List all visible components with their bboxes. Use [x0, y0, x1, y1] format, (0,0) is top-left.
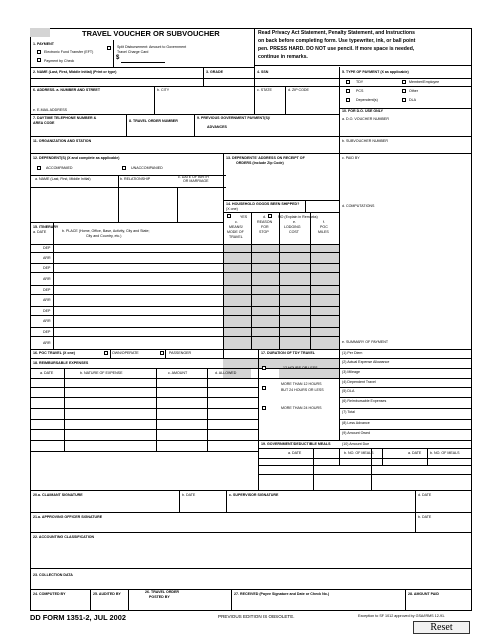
- split-disbursement-label-1: Split Disbursement: Amount to Government: [117, 45, 187, 49]
- itinerary-row-type: DEP: [43, 287, 51, 292]
- accounting-label: 22. ACCOUNTING CLASSIFICATION: [33, 535, 95, 539]
- reason-label-1: d.: [263, 215, 266, 219]
- means-label-1: c.: [235, 220, 238, 224]
- ssn-label: 4. SSN: [257, 70, 269, 74]
- tdy-12-to-24-label-1: MORE THAN 12 HOURS: [281, 382, 322, 386]
- split-disbursement-label-2: Travel Charge Card: [117, 50, 149, 54]
- summary-item: (4) Dependent Travel: [342, 380, 376, 384]
- paid-by-label: c. PAID BY: [342, 156, 360, 160]
- itinerary-place-label-2: City and Country, etc.): [86, 234, 122, 238]
- summary-item: (5) DLA: [342, 389, 355, 393]
- summary-item: (3) Mileage: [342, 370, 360, 374]
- instructions-line-2: on back before completing form. Use typewriter, ink, or ball point: [258, 38, 416, 44]
- passenger-checkbox[interactable]: [160, 351, 164, 355]
- summary-item: (7) Total: [342, 410, 355, 414]
- type-of-payment-label: 5. TYPE OF PAYMENT (X as applicable): [342, 70, 409, 74]
- dla-checkbox[interactable]: [402, 98, 406, 102]
- shaded-area: [30, 28, 50, 37]
- meals-num-label-2: b. NO. OF MEALS: [430, 451, 460, 455]
- claimant-signature-label: 20.a. CLAIMANT SIGNATURE: [33, 493, 83, 497]
- claimant-date-label: b. DATE: [182, 493, 196, 497]
- unaccompanied-label: UNACCOMPANIED: [131, 166, 163, 170]
- tdy-12-or-less-label: 12 HOURS OR LESS: [283, 366, 318, 370]
- instructions-line-3: pen. PRESS HARD. DO NOT use pencil. If more space is needed,: [258, 46, 415, 52]
- reimbursable-label: 18. REIMBURSABLE EXPENSES: [33, 361, 89, 365]
- summary-item: (9) Amount Owed: [342, 431, 370, 435]
- own-operate-label: OWN/OPERATE: [112, 351, 139, 355]
- itinerary-row-type: ARR: [43, 319, 51, 323]
- itinerary-row-type: ARR: [43, 340, 51, 345]
- itinerary-row-type: ARR: [43, 298, 51, 302]
- computations-label: d. COMPUTATIONS: [342, 204, 375, 208]
- itinerary-date-label: a. DATE: [33, 230, 47, 234]
- zip-label: d. ZIP CODE: [288, 88, 309, 92]
- travel-order-label: 8. TRAVEL ORDER NUMBER: [129, 119, 178, 123]
- dependents-label: Dependent(s): [356, 98, 378, 102]
- summary-title: e. SUMMARY OF PAYMENT: [342, 340, 389, 344]
- poc-travel-label: 16. POC TRAVEL (X one): [33, 351, 75, 355]
- member-checkbox[interactable]: [402, 80, 406, 84]
- phone-label-2: AREA CODE: [33, 121, 55, 125]
- household-goods-sub: (X one): [226, 207, 238, 211]
- itinerary-label: 15. ITINERARY: [33, 225, 59, 229]
- hhg-no-checkbox[interactable]: [268, 214, 272, 218]
- grade-label: 3. GRADE: [206, 70, 223, 74]
- shaded-area: [223, 358, 339, 368]
- itinerary-row-type: DEP: [43, 246, 51, 250]
- city-label: b. CITY: [157, 88, 170, 92]
- other-label: Other: [409, 89, 418, 93]
- poc-miles-label-2: POC: [320, 225, 328, 229]
- dependents-address-label-2: ORDERS (Include Zip Code): [236, 161, 284, 165]
- accompanied-checkbox[interactable]: [37, 166, 41, 170]
- hhg-no-label: NO (Explain in Remarks): [278, 215, 318, 219]
- summary-item: (2) Actual Expense Allowance: [342, 360, 390, 364]
- shaded-area: [223, 244, 339, 350]
- meals-date-label-1: a. DATE: [288, 451, 302, 455]
- means-label-4: TRAVEL: [229, 235, 243, 239]
- computed-by-label: 24. COMPUTED BY: [33, 592, 66, 596]
- itinerary-row-type: DEP: [43, 308, 51, 313]
- dependents-checkbox[interactable]: [346, 98, 350, 102]
- order-posted-label-2: POSTED BY: [149, 595, 170, 599]
- meals-label: 19. GOVERNMENT/DEDUCTIBLE MEALS: [261, 442, 331, 446]
- household-goods-label: 14. HOUSEHOLD GOODS BEEN SHIPPED?: [226, 202, 300, 206]
- dob-label-1: c. DATE OF BIRTH: [178, 175, 209, 179]
- relationship-label: b. RELATIONSHIP: [120, 177, 151, 181]
- supervisor-date-label: d. DATE: [418, 493, 432, 497]
- form-title: TRAVEL VOUCHER OR SUBVOUCHER: [82, 29, 220, 38]
- dependents-section-label: 12. DEPENDENT(S) (X and complete as applicable): [33, 156, 120, 160]
- reason-label-2: REASON: [257, 220, 273, 224]
- poc-miles-label-3: MILES: [318, 230, 329, 234]
- tdy-12-to-24-label-2: BUT 24 HOURS OR LESS: [281, 388, 324, 392]
- audited-by-label: 25. AUDITED BY: [93, 592, 121, 596]
- itinerary-row-type: DEP: [43, 329, 51, 334]
- subvoucher-label: b. SUBVOUCHER NUMBER: [342, 139, 388, 143]
- member-label: Member/Employee: [409, 80, 440, 84]
- currency-symbol: $: [116, 55, 120, 61]
- poc-miles-label-1: f.: [323, 220, 325, 224]
- summary-item: (1) Per Diem: [342, 351, 363, 355]
- unaccompanied-checkbox[interactable]: [122, 166, 126, 170]
- tdy-over-24-checkbox[interactable]: [262, 406, 266, 410]
- own-operate-checkbox[interactable]: [104, 351, 108, 355]
- email-label: e. E-MAIL ADDRESS: [33, 108, 68, 112]
- tdy-over-24-label: MORE THAN 24 HOURS: [281, 406, 322, 410]
- reimb-allowed-label: d. ALLOWED: [215, 371, 237, 375]
- supervisor-signature-label: c. SUPERVISOR SIGNATURE: [229, 493, 279, 497]
- tdy-12-to-24-checkbox[interactable]: [262, 386, 266, 390]
- instructions-line-1: Read Privacy Act Statement, Penalty Statement, and Instructions: [258, 30, 415, 36]
- dla-label: DLA: [409, 98, 416, 102]
- hhg-yes-label: YES: [240, 215, 248, 219]
- eft-checkbox[interactable]: [37, 50, 41, 54]
- reimb-amount-label: c. AMOUNT: [168, 371, 188, 375]
- check-payment-checkbox[interactable]: [37, 58, 41, 62]
- meals-date-label-2: a. DATE: [408, 451, 422, 455]
- check-payment-label: Payment by Check: [44, 59, 75, 63]
- itinerary-row-type: DEP: [43, 265, 51, 270]
- amount-paid-label: 28. AMOUNT PAID: [408, 592, 439, 596]
- meals-num-label-1: b. NO. OF MEALS: [344, 451, 374, 455]
- address-label: 6. ADDRESS. a. NUMBER AND STREET: [33, 88, 101, 92]
- lodging-label-2: LODGING: [284, 225, 301, 229]
- pcs-checkbox[interactable]: [346, 89, 350, 93]
- received-label: 27. RECEIVED (Payee Signature and Date or Check No.): [234, 592, 330, 596]
- summary-item: (10) Amount Due: [342, 442, 370, 446]
- means-label-3: MODE OF: [227, 230, 244, 234]
- reimb-date-label: a. DATE: [40, 371, 54, 375]
- org-station-label: 11. ORGANIZATION AND STATION: [33, 139, 92, 143]
- means-label-2: MEANS/: [229, 225, 243, 229]
- prev-payments-label-2: ADVANCES: [207, 125, 227, 129]
- summary-item: (8) Less Advance: [342, 421, 370, 425]
- do-voucher-label: a. D.O. VOUCHER NUMBER: [342, 117, 389, 121]
- accompanied-label: ACCOMPANIED: [46, 166, 73, 170]
- eft-label: Electronic Fund Transfer (EFT): [44, 50, 94, 54]
- instructions-line-4: continue in remarks.: [258, 54, 308, 60]
- dependent-name-label: a. NAME (Last, First, Middle Initial): [35, 177, 91, 181]
- approving-officer-label: 21.a. APPROVING OFFICER SIGNATURE: [33, 515, 103, 519]
- reimb-nature-label: b. NATURE OF EXPENSE: [80, 371, 123, 375]
- dependents-address-label-1: 13. DEPENDENTS' ADDRESS ON RECEIPT OF: [226, 156, 305, 160]
- summary-item: (6) Reimbursable Expenses: [342, 399, 387, 403]
- tdy-12-or-less-checkbox[interactable]: [262, 366, 266, 370]
- name-label: 2. NAME (Last, First, Middle Initial) (Print or type): [33, 70, 117, 74]
- tdy-checkbox[interactable]: [346, 80, 350, 84]
- prev-payments-label-1: 9. PREVIOUS GOVERNMENT PAYMENT(S)/: [197, 116, 271, 120]
- lodging-label-1: e.: [293, 220, 296, 224]
- state-label: c. STATE: [257, 88, 272, 92]
- approving-date-label: b. DATE: [418, 515, 432, 519]
- order-posted-label-1: 26. TRAVEL ORDER: [145, 590, 180, 594]
- hhg-yes-checkbox[interactable]: [227, 214, 231, 218]
- itinerary-row-type: ARR: [43, 276, 51, 281]
- itinerary-row-type: ARR: [43, 255, 51, 260]
- reason-label-4: STOP: [259, 230, 269, 234]
- payment-label: 1. PAYMENT: [33, 42, 54, 46]
- reason-label-3: FOR: [261, 225, 269, 229]
- dob-label-2: OR MARRIAGE: [183, 179, 209, 183]
- passenger-label: PASSENGER: [169, 351, 192, 355]
- itinerary-place-label-1: b. PLACE (Home, Office, Base, Activity, City and State;: [62, 229, 150, 233]
- pcs-label: PCS: [356, 89, 364, 93]
- tdy-duration-label: 17. DURATION OF TDY TRAVEL: [261, 351, 315, 355]
- split-disbursement-checkbox[interactable]: [107, 46, 111, 50]
- other-checkbox[interactable]: [402, 89, 406, 93]
- reset-button[interactable]: Reset: [413, 621, 470, 634]
- phone-label-1: 7. DAYTIME TELEPHONE NUMBER &: [33, 116, 97, 120]
- collection-label: 23. COLLECTION DATA: [33, 573, 73, 577]
- form-number: DD FORM 1351-2, JUL 2002: [30, 613, 126, 622]
- exception-notice: Exception to SF 1012 approved by GSA/IRMS 12-91.: [358, 614, 446, 618]
- for-do-use-label: 10. FOR D.O. USE ONLY: [342, 109, 384, 113]
- tdy-label: TDY: [356, 80, 364, 84]
- lodging-label-3: COST: [289, 230, 299, 234]
- obsolete-notice: PREVIOUS EDITION IS OBSOLETE.: [218, 614, 295, 619]
